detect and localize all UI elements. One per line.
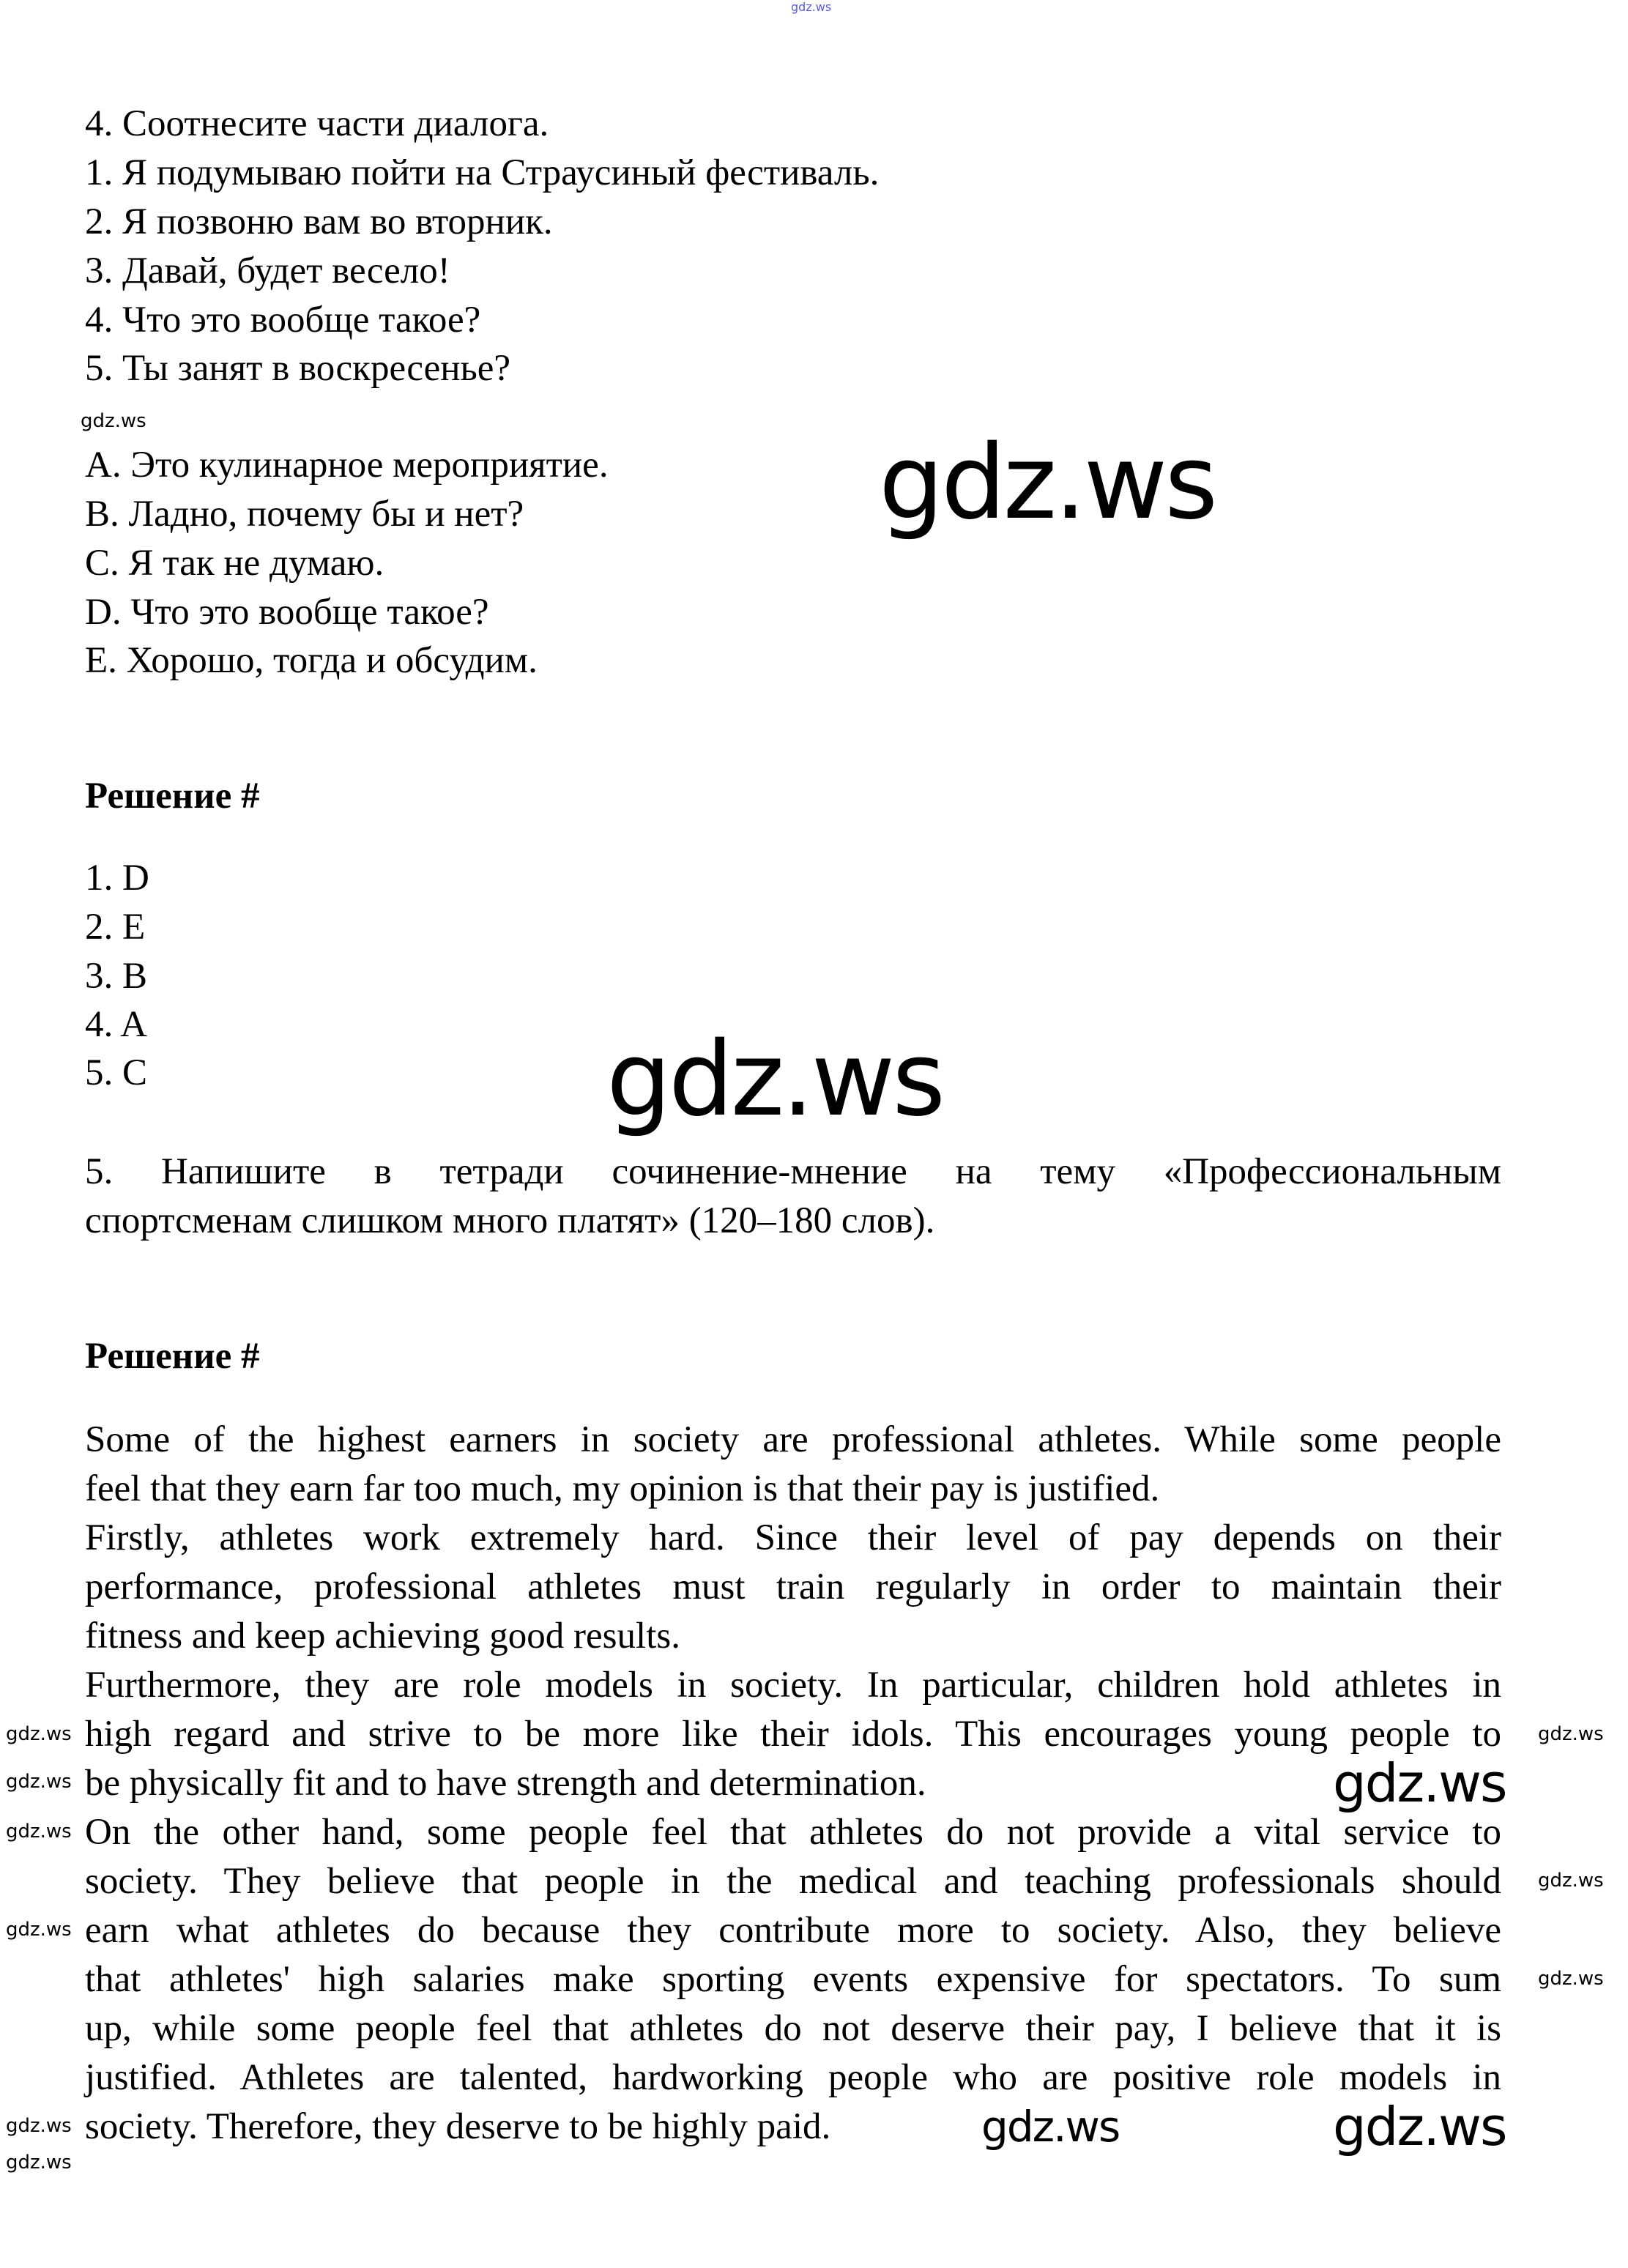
watermark: gdz.ws bbox=[81, 410, 146, 432]
answer: 1. D bbox=[85, 858, 149, 899]
task4-title: 4. Соотнесите части диалога. bbox=[85, 103, 549, 144]
task5-prompt: 5. Напишите в тетради сочинение-мнение на тему «Профессиональным bbox=[85, 1151, 1501, 1192]
essay-line: performance, professional athletes must train regularly in order to maintain their bbox=[85, 1566, 1501, 1607]
watermark: gdz.ws bbox=[6, 1821, 72, 1843]
essay-line: feel that they earn far too much, my opinion is that their pay is justified. bbox=[85, 1468, 1160, 1509]
essay-line: fitness and keep achieving good results. bbox=[85, 1616, 680, 1657]
watermark-medium: gdz.ws bbox=[981, 2102, 1120, 2152]
solution-heading: Решение # bbox=[85, 776, 260, 817]
essay-line: Firstly, athletes work extremely hard. Since their level of pay depends on their bbox=[85, 1517, 1501, 1558]
task5-prompt: спортсменам слишком много платят» (120–180 слов). bbox=[85, 1200, 935, 1241]
dialog-option: E. Хорошо, тогда и обсудим. bbox=[85, 640, 538, 681]
essay-line: society. Therefore, they deserve to be highly paid. bbox=[85, 2106, 831, 2147]
dialog-item: 4. Что это вообще такое? bbox=[85, 300, 481, 341]
watermark: gdz.ws bbox=[6, 1919, 72, 1941]
watermark-medium: gdz.ws bbox=[1333, 1752, 1506, 1814]
dialog-option: A. Это кулинарное мероприятие. bbox=[85, 445, 609, 486]
watermark: gdz.ws bbox=[6, 1723, 72, 1745]
answer: 5. C bbox=[85, 1052, 148, 1093]
watermark-large: gdz.ws bbox=[606, 1020, 943, 1139]
answer: 3. B bbox=[85, 956, 148, 997]
watermark: gdz.ws bbox=[1538, 1870, 1604, 1892]
essay-line: society. They believe that people in the medical and teaching professionals should bbox=[85, 1861, 1501, 1902]
essay-line: up, while some people feel that athletes do not deserve their pay, I believe that it is bbox=[85, 2008, 1501, 2049]
dialog-item: 1. Я подумываю пойти на Страусиный фестиваль. bbox=[85, 152, 880, 193]
dialog-option: C. Я так не думаю. bbox=[85, 543, 384, 584]
essay-line: be physically fit and to have strength and determination. bbox=[85, 1763, 926, 1804]
answer: 4. A bbox=[85, 1004, 148, 1045]
essay-line: Furthermore, they are role models in society. In particular, children hold athletes in bbox=[85, 1665, 1501, 1706]
dialog-option: D. Что это вообще такое? bbox=[85, 592, 489, 633]
watermark: gdz.ws bbox=[6, 2115, 72, 2137]
dialog-item: 3. Давай, будет весело! bbox=[85, 250, 450, 291]
watermark-large: gdz.ws bbox=[879, 423, 1216, 543]
essay-line: justified. Athletes are talented, hardworking people who are positive role models in bbox=[85, 2057, 1501, 2098]
solution-heading: Решение # bbox=[85, 1336, 260, 1377]
watermark: gdz.ws bbox=[1538, 1723, 1604, 1745]
dialog-item: 2. Я позвоню вам во вторник. bbox=[85, 201, 553, 242]
watermark: gdz.ws bbox=[1538, 1968, 1604, 1990]
watermark-medium: gdz.ws bbox=[1333, 2096, 1506, 2157]
watermark-top: gdz.ws bbox=[791, 0, 832, 14]
essay-line: high regard and strive to be more like their idols. This encourages young people to bbox=[85, 1714, 1501, 1755]
essay-line: On the other hand, some people feel that athletes do not provide a vital service to bbox=[85, 1812, 1501, 1853]
watermark: gdz.ws bbox=[6, 1771, 72, 1793]
essay-line: Some of the highest earners in society are professional athletes. While some people bbox=[85, 1419, 1501, 1460]
answer: 2. E bbox=[85, 907, 146, 948]
dialog-item: 5. Ты занят в воскресенье? bbox=[85, 348, 511, 389]
essay-line: that athletes' high salaries make sporting events expensive for spectators. To sum bbox=[85, 1959, 1501, 2000]
dialog-option: B. Ладно, почему бы и нет? bbox=[85, 494, 524, 535]
essay-line: earn what athletes do because they contribute more to society. Also, they believe bbox=[85, 1910, 1501, 1951]
watermark: gdz.ws bbox=[6, 2152, 72, 2174]
